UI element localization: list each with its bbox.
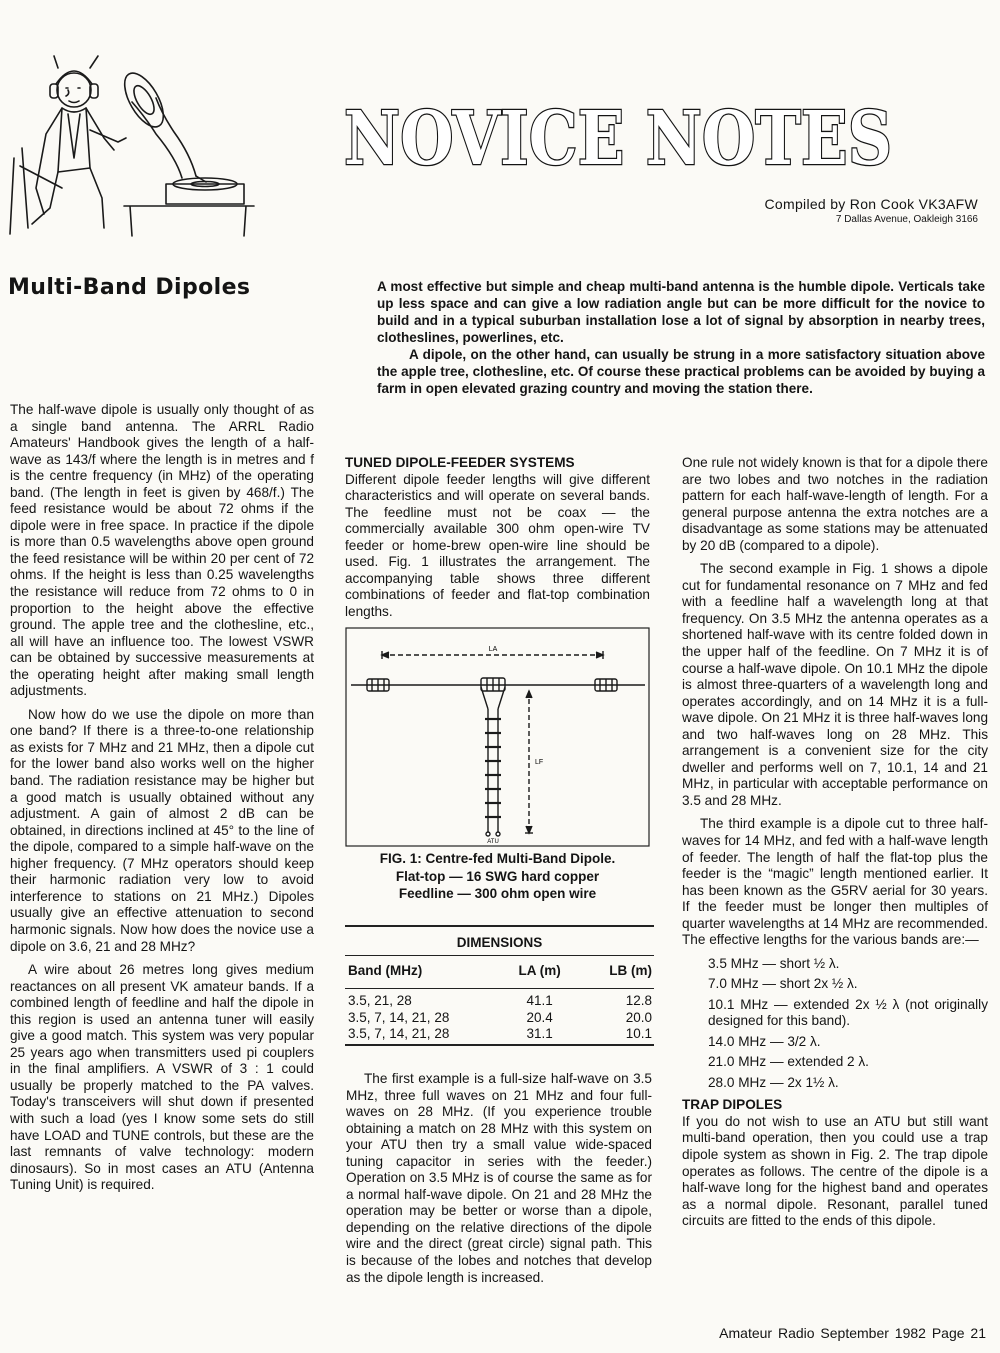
table-header-la: LA (m) — [500, 956, 580, 989]
table-cell: 3.5, 7, 14, 21, 28 — [348, 1009, 450, 1025]
table-row — [345, 1026, 654, 1043]
article-title: Multi-Band Dipoles — [8, 275, 251, 300]
body-paragraph: The third example is a dipole cut to three half-waves for 14 MHz, and fed with a half-wave length of feeder. The length of half the flat-top plus the feeder is the “magic” length mentioned earlier. It has been known as the G5RV aerial for 30 years. If the feeder must be longer then multiples of quarter wavelengths at 14 MHz are recommended. The effective lengths for the various bands are:— — [682, 816, 989, 948]
section-heading-tuned-dipole: TUNED DIPOLE-FEEDER SYSTEMS — [345, 455, 575, 470]
body-paragraph: If you do not wish to use an ATU but still want multi-band operation, then you could use a trap dipole system as shown in Fig. 2. The trap dipole operates as follows. The centre of the dipole is a half-wave long for the highest band and operates as a normal dipole. Resonant, parallel tuned circuits are fitted to the ends of this dipole. — [682, 1113, 988, 1229]
table-row — [345, 1010, 654, 1027]
list-item: 10.1 MHz — extended 2x ½ λ (not originally designed for this band). — [708, 996, 988, 1029]
page-footer: Amateur Radio September 1982 Page 21 — [719, 1325, 986, 1341]
intro-paragraph: A most effective but simple and cheap multi-band antenna is the humble dipole. Verticals take up less space and can give a low radiation angle but can be more difficult for the novice to build and in a typical suburban installation lose a lot of signal by absorption in nearby trees, clotheslines, powerlines, etc. — [377, 279, 985, 345]
band-lengths-list — [682, 956, 988, 1092]
body-paragraph: Different dipole feeder lengths will give different characteristics and will operate on several bands. The feedline must not be coax — the commercially available 300 ohm open-wire TV feeder or home-brew open-wire line should be used. Fig. 1 illustrates the arrangement. The accompanying table shows three different combinations of feeder and flat-top combination lengths. — [345, 471, 650, 619]
section-heading-trap-dipoles: TRAP DIPOLES — [682, 1097, 783, 1113]
right-column — [682, 455, 988, 1237]
table-header-band: Band (MHz) — [345, 956, 500, 989]
table-cell: 41.1 — [526, 993, 553, 1008]
figure-caption-line: FIG. 1: Centre-fed Multi-Band Dipole. — [379, 851, 616, 866]
page-title-text: NOVICE NOTES — [344, 96, 892, 182]
table-cell: 20.0 — [625, 1009, 652, 1025]
article-intro — [377, 278, 985, 397]
body-paragraph: The first example is a full-size half-wave on 3.5 MHz, three full waves on 21 MHz and four full-waves on 28 MHz. (If you experience trouble obtaining a match on 28 MHz with this system on your ATU then try a small value wide-spaced tuning capacitor in series with the feeder.) Operation on 3.5 MHz is of course the same as for a normal half-wave dipole. On 21 and 28 MHz the operation may be better or worse than a dipole, depending on the relative directions of the dipole wire and the direct (great circle) signal path. This is because of the lobes and notches that develop as the dipole length is increased. — [346, 1071, 652, 1285]
list-item: 14.0 MHz — 3/2 λ. — [708, 1033, 821, 1049]
list-item: 28.0 MHz — 2x 1½ λ. — [708, 1074, 839, 1090]
compiled-by: Compiled by Ron Cook VK3AFW — [764, 196, 978, 212]
page-title — [338, 96, 898, 182]
body-paragraph: One rule not widely known is that for a dipole there are two lobes and two notches in the radiation pattern for each half-wave-length of length. For a general purpose antenna the extra notches are a disadvantage as some stations may be attenuated by 20 dB (compared to a dipole). — [682, 455, 988, 553]
table-cell: 10.1 — [625, 1026, 652, 1041]
label-lf: LF — [535, 759, 544, 766]
table-cell: 12.8 — [625, 993, 652, 1008]
table-header-lb: LB (m) — [580, 956, 654, 989]
figure-caption-line: Feedline — 300 ohm open wire — [398, 886, 597, 901]
table-cell: 3.5, 21, 28 — [348, 993, 412, 1008]
body-paragraph: Now how do we use the dipole on more than one band? If there is a three-to-one relationship as exists for 7 MHz and 21 MHz, then a dipole cut for the lower band also works well on the higher band. The radiation resistance may be higher but a good match is usually obtained without any adjustment. A gain of almost 2 dB can be obtained, in directions inclined at 45° to the line of the dipole, compared to a simple half-wave on the higher frequency. (7 MHz operators should keep their harmonic radiation very low to avoid interference to stations on 21 MHz.) Dipoles usually give an effective attenuation to second harmonic signals. Now how does the novice use a dipole on 3.6, 21 and 28 MHz? — [10, 706, 314, 954]
label-la: LA — [488, 646, 498, 653]
compiler-address: 7 Dallas Avenue, Oakleigh 3166 — [835, 214, 978, 225]
middle-column-bottom — [346, 1071, 652, 1293]
figure-caption — [345, 850, 650, 903]
table-row — [345, 989, 654, 1010]
list-item: 7.0 MHz — short 2x ½ λ. — [708, 976, 858, 992]
figure-caption-line: Flat-top — 16 SWG hard copper — [395, 868, 600, 884]
body-paragraph: The half-wave dipole is usually only thought of as a single band antenna. The ARRL Radio Amateurs' Handbook gives the length of a half-wave as 143/f where the length is in metres and f is the centre frequency (in MHz) of the operating band. (The length in feet is given by 468/f.) The feed resistance would be about 72 ohms if the dipole were in free space. In practice if the dipole is more than 0.5 wavelengths above open ground the feed resistance will be within 20 per cent of 72 ohms. If the height is less than 0.25 wavelengths the resistance will reduce from 72 ohms to 0 in proportion to the height above the effective ground. The apple tree and the clothesline, etc., all will have an influence too. The lowest VSWR can be obtained by successive measurements at the operating height after making small length adjustments. — [10, 402, 314, 699]
body-paragraph: The second example in Fig. 1 shows a dipole cut for fundamental resonance on 7 MHz and fed with a feedline half a wavelength long at that frequency. On 3.5 MHz the antenna operates as a shortened half-wave with its centre folded down in the upper half of the feedline. On 7 MHz it is of course a half-wave dipole. On 10.1 MHz the dipole is almost three-quarters of a wavelength long and operates accordingly, and on 14 MHz it is a full-wave dipole. On 21 MHz it is three half-waves long and two half-waves long on 28 MHz. This arrangement is a convenient size for the city dweller and performs well on 7, 10.1, 14 and 21 MHz, in particular with acceptable performance on 3.5 and 28 MHz. — [682, 561, 988, 808]
list-item: 3.5 MHz — short ½ λ. — [708, 955, 840, 971]
gramophone-listener-illustration — [6, 38, 258, 238]
table-bottom-rule — [345, 1043, 654, 1046]
table-cell: 3.5, 7, 14, 21, 28 — [348, 1026, 450, 1041]
list-item: 21.0 MHz — extended 2 λ. — [708, 1054, 869, 1070]
intro-paragraph: A dipole, on the other hand, can usually be strung in a more satisfactory situation above the apple tree, clothesline, etc. Of course these practical problems can be avoided by buying a farm in open elevated grazing country and moving the station there. — [377, 347, 985, 396]
middle-column-top — [345, 455, 650, 627]
fig1-dipole-diagram — [345, 627, 650, 847]
body-paragraph: A wire about 26 metres long gives medium reactances on all present VK amateur bands. If a combined length of feedline and half the dipole in this region is used an antenna tuner will easily give a good match. This system was very popular 25 years ago when transmitters used pi couplers in the final amplifiers. A VSWR of 3 : 1 could usually be properly matched to the PA valves. Today's transceivers will shut down if presented with such a load (yes I know some sets do still have LOAD and TUNE controls, but these are the last remnants of valve technology: modern dinosaurs). So in most cases an ATU (Antenna Tuning Unit) is required. — [10, 962, 314, 1193]
left-column — [10, 402, 314, 1201]
table-cell: 31.1 — [526, 1026, 553, 1041]
dimensions-title: DIMENSIONS — [345, 925, 654, 956]
label-atu: ATU — [487, 839, 499, 845]
dimensions-table — [345, 925, 654, 1046]
table-cell: 20.4 — [526, 1009, 553, 1025]
table-header-row — [345, 956, 654, 989]
